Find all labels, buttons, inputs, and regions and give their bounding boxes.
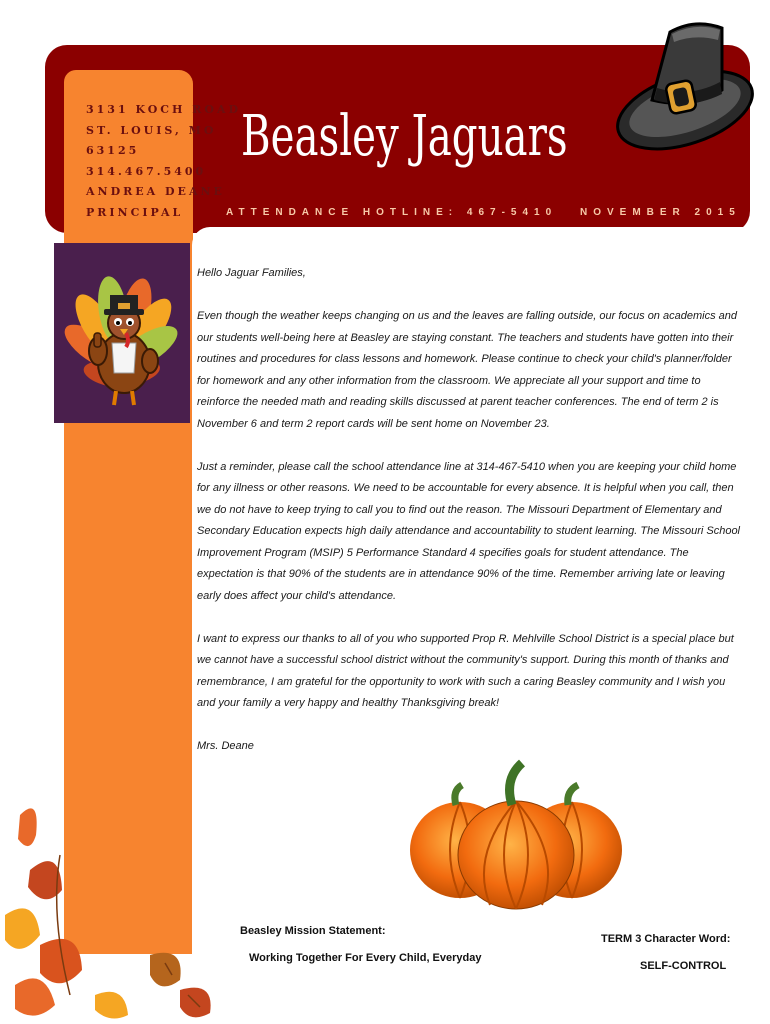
- school-address: [86, 100, 242, 223]
- letter-paragraph: I want to express our thanks to all of you who supported Prop R. Mehlville School District is a special place but we cannot have a successful school district without the community's support. During this month of thanks and remembrance, I am grateful for the opportunity to work with such a caring Beasley community and I wish you and your family a very happy and healthy Thanksgiving break!: [197, 632, 734, 709]
- turkey-icon: [54, 243, 190, 423]
- address-line: 63125: [86, 144, 140, 157]
- address-line: 314.467.5400: [86, 164, 207, 178]
- attendance-hotline: ATTENDANCE HOTLINE: 467-5410: [226, 207, 558, 218]
- letter-paragraph: Just a reminder, please call the school attendance line at 314-467-5410 when you are keeping your child home for any illness or other reasons. We need to be accountable for every absence. It is helpful when you call, then we do not have to keep trying to call you to find out the reason. The Missouri Department of Elementary and Secondary Education expects high daily attendance and accountability to student learning. The Missouri School Improvement Program (MSIP) 5 Performance Standard 4 specifies goals for student attendance. The expectation is that 90% of the students are in attendance 90% of the time. Remember arriving late or leaving early does affect your child's attendance.: [197, 460, 741, 602]
- letter-greeting: Hello Jaguar Families,: [197, 267, 306, 279]
- letter-paragraph: Even though the weather keeps changing on us and the leaves are falling outside, our focus on academics and our students well-being here at Beasley are staying constant. The teachers and students have gotten into their routines and procedures for class lessons and homework. Please continue to check your child's planner/folder for homework and any other information from the classroom. We appreciate all your support and time to reinforce the needed math and reading skills discussed at parent teacher conferences. The end of term 2 is November 6 and term 2 report cards will be sent home on November 23.: [197, 310, 737, 430]
- mission-statement-title: Beasley Mission Statement:: [240, 925, 386, 937]
- letter-signature: Mrs. Deane: [197, 740, 254, 752]
- mission-statement-text: Working Together For Every Child, Everyday: [249, 952, 482, 964]
- issue-date: NOVEMBER 2015: [580, 207, 741, 218]
- address-line: ST. LOUIS, MO: [86, 123, 217, 137]
- character-word: SELF-CONTROL: [640, 960, 727, 972]
- principal-letter: [197, 263, 742, 779]
- turkey-picture-frame: [54, 243, 190, 423]
- character-word-title: TERM 3 Character Word:: [601, 933, 731, 945]
- pumpkins-icon: [400, 755, 630, 915]
- autumn-leaves-icon: [0, 795, 225, 1024]
- address-line: 3131 KOCH ROAD: [86, 103, 242, 116]
- pilgrim-hat-icon: [610, 10, 760, 155]
- principal-name: ANDREA DEANE: [86, 185, 225, 198]
- newsletter-title: Beasley Jaguars: [241, 104, 568, 169]
- principal-title: PRINCIPAL: [86, 205, 184, 219]
